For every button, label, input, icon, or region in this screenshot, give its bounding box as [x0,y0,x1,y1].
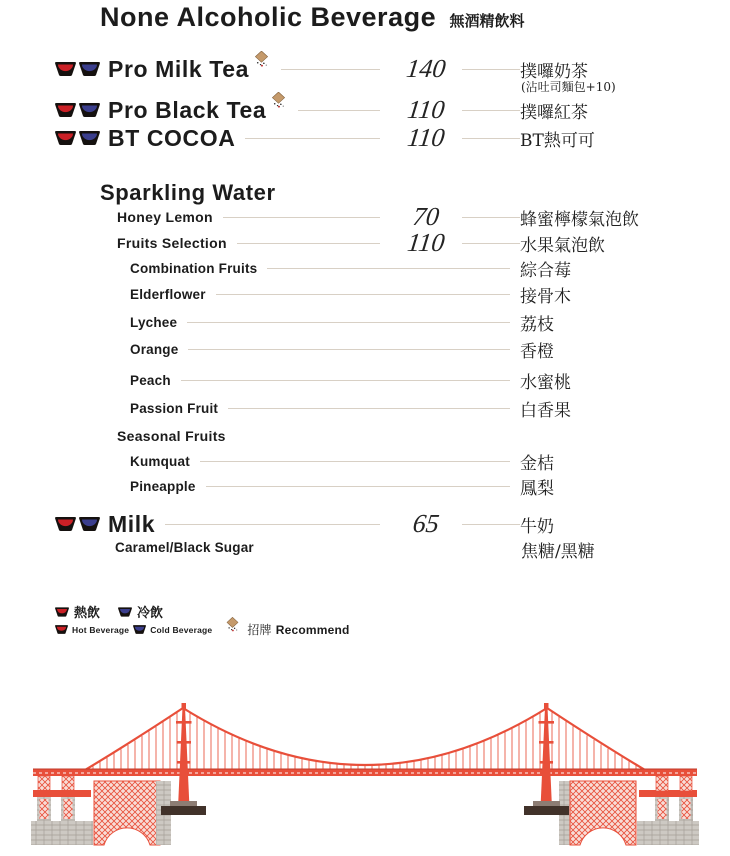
hot-beverage-icon [55,607,69,617]
cold-beverage-icon [133,625,146,634]
bridge-left-abutment [31,776,171,845]
leader-line [462,69,520,70]
page-title [100,2,525,33]
legend-cold-zh: 冷飲 [137,605,164,620]
leader-line [298,110,380,111]
item-name: Pro Black Tea [108,96,267,123]
item-price: 110 [405,95,447,124]
bridge-right-arch [570,781,636,845]
item-name: Honey Lemon [117,209,213,225]
item-name: Milk [108,510,156,537]
title-chinese: 無酒精飲料 [449,13,525,30]
legend-badge-en: Recommend [275,622,350,637]
leader-line [245,138,380,139]
seasonal-fruits-header [117,425,675,447]
cold-beverage-icon [79,517,100,531]
flavor-row-kumquat [130,450,675,472]
leader-line [281,69,380,70]
flavor-row-pineapple [130,475,675,497]
menu-row-milk [55,509,675,539]
bridge-suspender-cables [86,712,643,771]
leader-line [188,349,510,350]
legend-line-2 [55,621,350,638]
hot-beverage-icon [55,62,76,76]
menu-row-honey-lemon [117,202,675,231]
menu-row-pro-black-tea [55,95,675,125]
leader-line [165,524,380,525]
flavor-row-lychee [130,311,675,333]
flavor-name-zh: 金桔 [520,453,554,474]
cold-beverage-icon [79,62,100,76]
flavor-name-zh: 鳳梨 [520,478,554,499]
beverage-temperature-icons [55,62,100,76]
cold-beverage-icon [118,607,132,617]
leader-line [223,217,380,218]
leader-line [462,243,520,244]
bridge-cable-left [80,708,183,773]
flavor-name: Kumquat [130,453,190,469]
item-name-zh: 牛奶 [520,516,554,537]
bridge-deck [33,769,697,776]
item-name: Fruits Selection [117,235,227,251]
flavor-name: Lychee [130,314,178,330]
item-price: 70 [411,202,441,231]
flavor-name-zh: 綜合莓 [520,260,571,281]
leader-line [206,486,510,487]
recommend-badge-icon [252,51,271,67]
item-note: (沾吐司麵包+10) [521,80,616,94]
cold-beverage-icon [79,131,100,145]
recommend-badge-icon [224,617,241,632]
title-english: None Alcoholic Beverage [100,2,437,32]
item-name: Pro Milk Tea [108,55,249,82]
leader-line [462,217,520,218]
item-price: 140 [404,54,448,83]
flavor-name: Passion Fruit [130,400,219,416]
flavor-name: Pineapple [130,478,196,494]
flavor-name-zh: 水蜜桃 [520,372,571,393]
item-price: 110 [405,123,447,152]
cold-beverage-icon [79,103,100,117]
item-name: BT COCOA [108,124,236,151]
leader-line [462,110,520,111]
golden-gate-bridge-illustration [0,695,730,855]
legend-hot-zh: 熱飲 [74,605,101,620]
flavor-name-zh: 荔枝 [520,314,554,335]
flavor-row-peach [130,369,675,391]
leader-line [181,380,510,381]
flavor-row-combination-fruits [130,257,675,279]
hot-beverage-icon [55,625,68,634]
section-header-sparkling-water: Sparkling Water [100,180,276,205]
variant-name: Caramel/Black Sugar [115,539,254,555]
leader-line [462,138,520,139]
beverage-temperature-icons [55,517,100,531]
flavor-name-zh: 香橙 [520,341,554,362]
item-name-zh: 蜂蜜檸檬氣泡飲 [520,209,639,230]
item-name-zh: 撲囉紅茶 [520,102,588,123]
beverage-temperature-icons [55,103,100,117]
item-name-zh: BT熱可可 [520,130,595,151]
hot-beverage-icon [55,517,76,531]
flavor-name: Combination Fruits [130,260,258,276]
item-name-zh: 撲囉奶茶 [520,61,588,82]
hot-beverage-icon [55,131,76,145]
flavor-name: Peach [130,372,171,388]
item-name-zh: 水果氣泡飲 [520,235,605,256]
flavor-name-zh: 接骨木 [520,286,571,307]
legend-badge-zh: 招牌 [247,623,272,637]
leader-line [228,408,510,409]
subsection-title: Seasonal Fruits [117,428,226,444]
hot-beverage-icon [55,103,76,117]
item-price: 65 [411,509,441,538]
bridge-cable-right [547,708,650,773]
flavor-row-passion-fruit [130,397,675,419]
flavor-row-elderflower [130,283,675,305]
legend-line-1 [55,602,163,621]
legend-hot-en: Hot Beverage [72,624,130,635]
variant-name-zh: 焦糖/黑糖 [521,542,595,562]
menu-row-bt-cocoa [55,123,675,153]
menu-row-fruits-selection [117,228,675,257]
item-price: 110 [405,228,447,257]
flavor-name: Elderflower [130,286,206,302]
leader-line [462,524,520,525]
recommend-badge-icon [269,92,288,108]
bridge-left-arch [94,781,160,845]
flavor-name-zh: 白香果 [520,400,571,421]
leader-line [200,461,510,462]
leader-line [216,294,510,295]
leader-line [237,243,380,244]
beverage-temperature-icons [55,131,100,145]
bridge-right-abutment [559,776,699,845]
legend-cold-en: Cold Beverage [150,624,213,635]
bridge-cable-main [183,708,547,765]
leader-line [267,268,510,269]
flavor-row-orange [130,338,675,360]
flavor-name: Orange [130,341,179,357]
leader-line [187,322,510,323]
